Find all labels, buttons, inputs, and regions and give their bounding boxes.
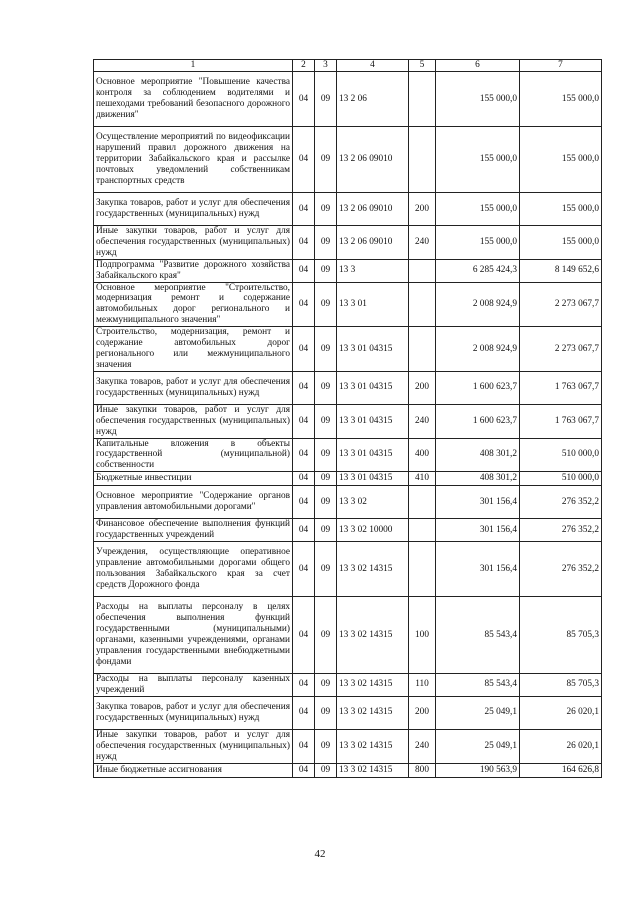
row-expense-type: 800 xyxy=(409,763,436,777)
row-section: 04 xyxy=(293,282,315,327)
row-expense-type xyxy=(409,519,436,542)
table-row xyxy=(94,472,602,486)
row-section: 04 xyxy=(293,674,315,697)
row-target-code: 13 2 06 09010 xyxy=(337,127,409,193)
table-row xyxy=(94,193,602,226)
row-amount-col6: 25 049,1 xyxy=(436,696,520,729)
row-amount-col6: 2 008 924,9 xyxy=(436,327,520,372)
row-subsection: 09 xyxy=(315,193,337,226)
row-expense-type xyxy=(409,486,436,519)
row-amount-col7: 85 705,3 xyxy=(520,597,602,674)
row-name: Закупка товаров, работ и услуг для обеспечения государственных (муниципальных) нужд xyxy=(94,371,293,404)
row-section: 04 xyxy=(293,486,315,519)
row-amount-col7: 155 000,0 xyxy=(520,72,602,127)
row-name: Расходы на выплаты персоналу казенных учреждений xyxy=(94,674,293,697)
row-amount-col6: 408 301,2 xyxy=(436,438,520,472)
table-row xyxy=(94,486,602,519)
budget-table-container xyxy=(93,59,602,778)
row-expense-type: 240 xyxy=(409,404,436,438)
row-name: Подпрограмма "Развитие дорожного хозяйства Забайкальского края" xyxy=(94,259,293,282)
row-amount-col7: 510 000,0 xyxy=(520,438,602,472)
row-subsection: 09 xyxy=(315,438,337,472)
row-amount-col6: 25 049,1 xyxy=(436,729,520,763)
row-subsection: 09 xyxy=(315,696,337,729)
row-target-code: 13 2 06 09010 xyxy=(337,226,409,260)
row-expense-type: 410 xyxy=(409,472,436,486)
row-name: Иные закупки товаров, работ и услуг для обеспечения государственных (муниципальных) нужд xyxy=(94,404,293,438)
row-amount-col6: 1 600 623,7 xyxy=(436,371,520,404)
row-target-code: 13 3 02 14315 xyxy=(337,542,409,597)
row-subsection: 09 xyxy=(315,729,337,763)
row-expense-type: 200 xyxy=(409,696,436,729)
row-section: 04 xyxy=(293,438,315,472)
row-amount-col6: 155 000,0 xyxy=(436,72,520,127)
budget-table xyxy=(93,59,602,778)
row-amount-col7: 85 705,3 xyxy=(520,674,602,697)
row-subsection: 09 xyxy=(315,763,337,777)
row-name: Закупка товаров, работ и услуг для обеспечения государственных (муниципальных) нужд xyxy=(94,193,293,226)
row-amount-col7: 1 763 067,7 xyxy=(520,404,602,438)
col-header-4: 4 xyxy=(337,60,409,72)
row-name: Расходы на выплаты персоналу в целях обеспечения выполнения функций государственными (муниципальными) органами, казенными учреждениями, органами управления государственными внебюджетными фондами xyxy=(94,597,293,674)
table-row xyxy=(94,226,602,260)
row-target-code: 13 3 01 04315 xyxy=(337,327,409,372)
row-target-code: 13 2 06 xyxy=(337,72,409,127)
table-row xyxy=(94,282,602,327)
row-amount-col7: 26 020,1 xyxy=(520,696,602,729)
row-target-code: 13 3 01 04315 xyxy=(337,472,409,486)
row-amount-col6: 155 000,0 xyxy=(436,127,520,193)
row-name: Иные закупки товаров, работ и услуг для обеспечения государственных (муниципальных) нужд xyxy=(94,226,293,260)
row-target-code: 13 3 02 14315 xyxy=(337,729,409,763)
table-row xyxy=(94,404,602,438)
row-subsection: 09 xyxy=(315,72,337,127)
row-name: Иные бюджетные ассигнования xyxy=(94,763,293,777)
row-expense-type: 200 xyxy=(409,193,436,226)
row-target-code: 13 3 02 xyxy=(337,486,409,519)
table-row xyxy=(94,597,602,674)
row-name: Бюджетные инвестиции xyxy=(94,472,293,486)
row-section: 04 xyxy=(293,404,315,438)
row-subsection: 09 xyxy=(315,282,337,327)
row-section: 04 xyxy=(293,327,315,372)
row-amount-col6: 1 600 623,7 xyxy=(436,404,520,438)
row-subsection: 09 xyxy=(315,371,337,404)
row-name: Иные закупки товаров, работ и услуг для обеспечения государственных (муниципальных) нужд xyxy=(94,729,293,763)
row-amount-col6: 155 000,0 xyxy=(436,193,520,226)
row-amount-col7: 2 273 067,7 xyxy=(520,282,602,327)
row-section: 04 xyxy=(293,259,315,282)
row-amount-col7: 26 020,1 xyxy=(520,729,602,763)
row-amount-col6: 408 301,2 xyxy=(436,472,520,486)
row-subsection: 09 xyxy=(315,404,337,438)
row-target-code: 13 3 02 14315 xyxy=(337,763,409,777)
row-subsection: 09 xyxy=(315,226,337,260)
row-subsection: 09 xyxy=(315,327,337,372)
row-subsection: 09 xyxy=(315,597,337,674)
row-name: Финансовое обеспечение выполнения функций государственных учреждений xyxy=(94,519,293,542)
col-header-2: 2 xyxy=(293,60,315,72)
row-section: 04 xyxy=(293,763,315,777)
row-amount-col6: 85 543,4 xyxy=(436,597,520,674)
row-section: 04 xyxy=(293,472,315,486)
row-expense-type xyxy=(409,282,436,327)
row-amount-col6: 6 285 424,3 xyxy=(436,259,520,282)
row-expense-type xyxy=(409,259,436,282)
row-expense-type xyxy=(409,542,436,597)
row-amount-col6: 155 000,0 xyxy=(436,226,520,260)
row-target-code: 13 3 02 10000 xyxy=(337,519,409,542)
row-subsection: 09 xyxy=(315,674,337,697)
row-amount-col6: 2 008 924,9 xyxy=(436,282,520,327)
row-subsection: 09 xyxy=(315,486,337,519)
col-header-7: 7 xyxy=(520,60,602,72)
row-name: Учреждения, осуществляющие оперативное управление автомобильными дорогами общего пользования Забайкальского края за счет средств Дорожного фонда xyxy=(94,542,293,597)
row-name: Основное мероприятие "Строительство, модернизация ремонт и содержание автомобильных дорог регионального и межмуниципального значения" xyxy=(94,282,293,327)
row-section: 04 xyxy=(293,72,315,127)
row-amount-col7: 164 626,8 xyxy=(520,763,602,777)
row-amount-col6: 190 563,9 xyxy=(436,763,520,777)
row-amount-col6: 301 156,4 xyxy=(436,486,520,519)
row-amount-col7: 276 352,2 xyxy=(520,519,602,542)
row-amount-col7: 276 352,2 xyxy=(520,486,602,519)
row-expense-type: 100 xyxy=(409,597,436,674)
row-target-code: 13 2 06 09010 xyxy=(337,193,409,226)
row-amount-col7: 155 000,0 xyxy=(520,127,602,193)
row-expense-type xyxy=(409,327,436,372)
row-amount-col6: 301 156,4 xyxy=(436,542,520,597)
row-expense-type xyxy=(409,72,436,127)
row-target-code: 13 3 01 04315 xyxy=(337,371,409,404)
row-amount-col7: 2 273 067,7 xyxy=(520,327,602,372)
row-amount-col7: 155 000,0 xyxy=(520,226,602,260)
row-target-code: 13 3 02 14315 xyxy=(337,597,409,674)
col-header-3: 3 xyxy=(315,60,337,72)
row-amount-col7: 276 352,2 xyxy=(520,542,602,597)
row-target-code: 13 3 01 04315 xyxy=(337,438,409,472)
row-amount-col6: 85 543,4 xyxy=(436,674,520,697)
row-section: 04 xyxy=(293,729,315,763)
row-amount-col7: 510 000,0 xyxy=(520,472,602,486)
row-subsection: 09 xyxy=(315,519,337,542)
row-target-code: 13 3 01 xyxy=(337,282,409,327)
row-subsection: 09 xyxy=(315,127,337,193)
row-section: 04 xyxy=(293,542,315,597)
row-name: Строительство, модернизация, ремонт и содержание автомобильных дорог регионального или межмуниципального значения xyxy=(94,327,293,372)
row-amount-col7: 155 000,0 xyxy=(520,193,602,226)
table-row xyxy=(94,438,602,472)
row-target-code: 13 3 02 14315 xyxy=(337,674,409,697)
row-expense-type: 200 xyxy=(409,371,436,404)
row-target-code: 13 3 01 04315 xyxy=(337,404,409,438)
table-row xyxy=(94,519,602,542)
row-name: Закупка товаров, работ и услуг для обеспечения государственных (муниципальных) нужд xyxy=(94,696,293,729)
row-expense-type: 240 xyxy=(409,226,436,260)
row-name: Капитальные вложения в объекты государственной (муниципальной) собственности xyxy=(94,438,293,472)
col-header-6: 6 xyxy=(436,60,520,72)
col-header-5: 5 xyxy=(409,60,436,72)
table-row xyxy=(94,371,602,404)
page-number: 42 xyxy=(314,848,326,860)
table-row xyxy=(94,729,602,763)
row-section: 04 xyxy=(293,226,315,260)
row-subsection: 09 xyxy=(315,542,337,597)
table-row xyxy=(94,674,602,697)
row-section: 04 xyxy=(293,597,315,674)
row-section: 04 xyxy=(293,127,315,193)
header-row xyxy=(94,60,602,72)
row-name: Основное мероприятие "Повышение качества контроля за соблюдением водителями и пешеходами требований безопасного дорожного движения" xyxy=(94,72,293,127)
table-row xyxy=(94,127,602,193)
row-amount-col7: 1 763 067,7 xyxy=(520,371,602,404)
row-name: Осуществление мероприятий по видеофиксации нарушений правил дорожного движения на территории Забайкальского края и рассылке почтовых уведомлений собственникам транспортных средств xyxy=(94,127,293,193)
table-row xyxy=(94,763,602,777)
row-expense-type: 400 xyxy=(409,438,436,472)
row-name: Основное мероприятие "Содержание органов управления автомобильными дорогами" xyxy=(94,486,293,519)
table-row xyxy=(94,72,602,127)
table-row xyxy=(94,542,602,597)
table-row xyxy=(94,696,602,729)
row-amount-col6: 301 156,4 xyxy=(436,519,520,542)
row-amount-col7: 8 149 652,6 xyxy=(520,259,602,282)
row-target-code: 13 3 02 14315 xyxy=(337,696,409,729)
row-section: 04 xyxy=(293,696,315,729)
row-target-code: 13 3 xyxy=(337,259,409,282)
row-section: 04 xyxy=(293,193,315,226)
row-subsection: 09 xyxy=(315,259,337,282)
row-section: 04 xyxy=(293,519,315,542)
row-expense-type: 240 xyxy=(409,729,436,763)
table-row xyxy=(94,259,602,282)
row-expense-type xyxy=(409,127,436,193)
row-subsection: 09 xyxy=(315,472,337,486)
col-header-1: 1 xyxy=(94,60,293,72)
row-section: 04 xyxy=(293,371,315,404)
row-expense-type: 110 xyxy=(409,674,436,697)
table-row xyxy=(94,327,602,372)
